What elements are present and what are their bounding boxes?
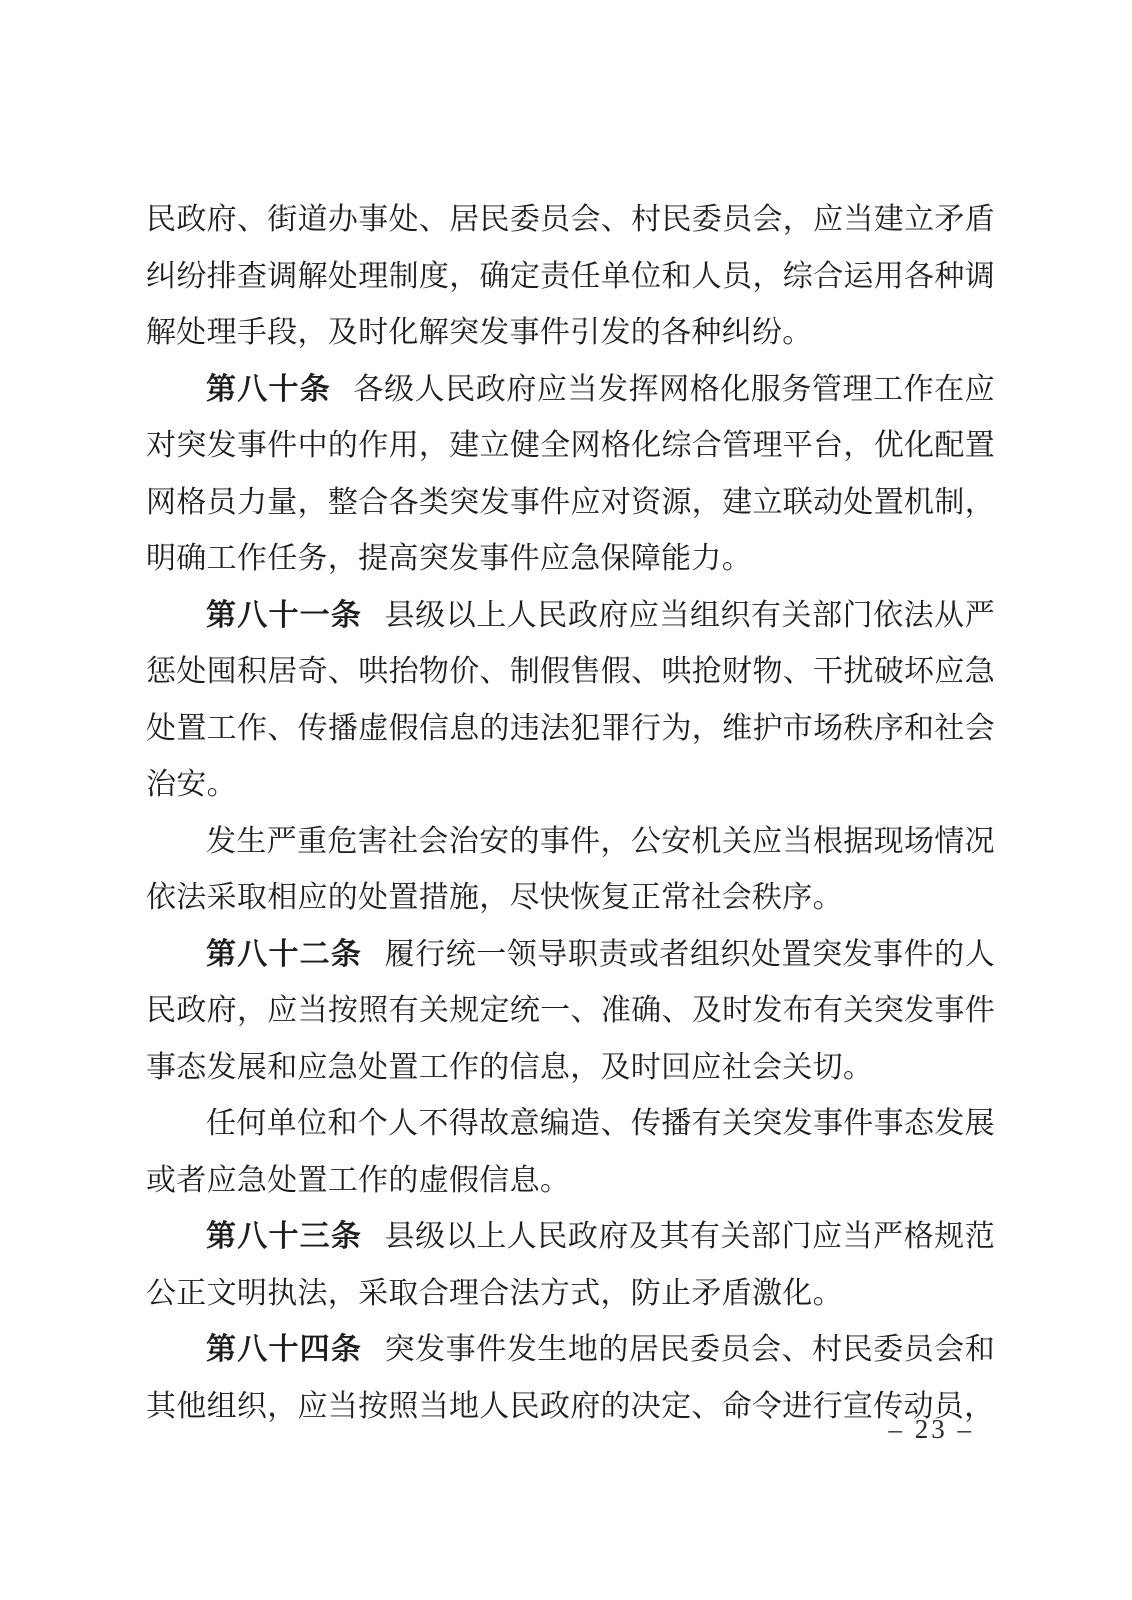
page-number: – 23 – bbox=[888, 1414, 974, 1444]
paragraph-text: 各级人民政府应当发挥网格化服务管理工作在应对突发事件中的作用，建立健全网格化综合管理平台，优化配置网格员力量，整合各类突发事件应对资源，建立联动处置机制，明确工作任务，提高突发事件应急保障能力。 bbox=[146, 372, 995, 575]
paragraph-text: 任何单位和个人不得故意编造、传播有关突发事件事态发展或者应急处置工作的虚假信息。 bbox=[146, 1107, 995, 1197]
paragraph-text: 发生严重危害社会治安的事件，公安机关应当根据现场情况依法采取相应的处置措施，尽快恢复正常社会秩序。 bbox=[146, 824, 995, 914]
paragraph-continuation bbox=[146, 192, 995, 362]
paragraph-text: 县级以上人民政府及其有关部门应当严格规范公正文明执法，采取合理合法方式，防止矛盾激化。 bbox=[146, 1220, 996, 1310]
paragraph-article-82-clause-2 bbox=[146, 1096, 995, 1209]
article-number-84: 第八十四条 bbox=[206, 1333, 363, 1366]
paragraph-article-83 bbox=[146, 1209, 995, 1322]
paragraph-text: 民政府、街道办事处、居民委员会、村民委员会，应当建立矛盾纠纷排查调解处理制度，确定责任单位和人员，综合运用各种调解处理手段，及时化解突发事件引发的各种纠纷。 bbox=[146, 203, 995, 349]
paragraph-text: 县级以上人民政府应当组织有关部门依法从严惩处囤积居奇、哄抬物价、制假售假、哄抢财物、干扰破坏应急处置工作、传播虚假信息的违法犯罪行为，维护市场秩序和社会治安。 bbox=[146, 598, 996, 801]
article-number-83: 第八十三条 bbox=[206, 1220, 363, 1253]
body-text bbox=[146, 192, 995, 1435]
article-number-82: 第八十二条 bbox=[206, 937, 363, 971]
paragraph-article-81 bbox=[146, 588, 995, 814]
article-number-80: 第八十条 bbox=[206, 372, 332, 406]
paragraph-article-82 bbox=[146, 927, 995, 1097]
paragraph-article-80 bbox=[146, 362, 995, 588]
paragraph-text: 突发事件发生地的居民委员会、村民委员会和其他组织，应当按照当地人民政府的决定、命令进行宣传动员， bbox=[146, 1333, 996, 1423]
article-number-81: 第八十一条 bbox=[206, 598, 363, 632]
paragraph-article-81-clause-2 bbox=[146, 814, 995, 927]
paragraph-article-84 bbox=[146, 1322, 995, 1435]
paragraph-text: 履行统一领导职责或者组织处置突发事件的人民政府，应当按照有关规定统一、准确、及时发布有关突发事件事态发展和应急处置工作的信息，及时回应社会关切。 bbox=[146, 937, 996, 1084]
